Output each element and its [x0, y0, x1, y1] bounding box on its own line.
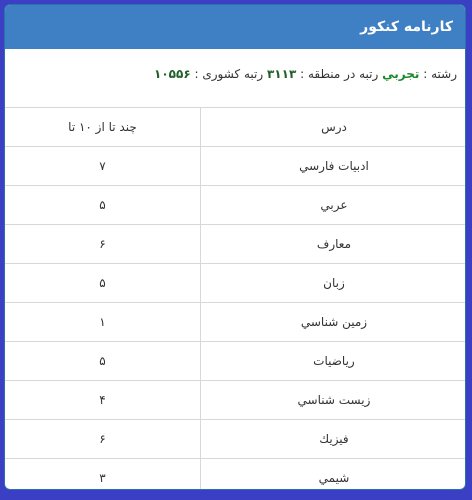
- table-row: [5, 381, 467, 420]
- lesson-cell: فيزيك: [200, 420, 466, 459]
- score-cell: ۵: [5, 342, 201, 381]
- score-cell: ۷: [5, 147, 201, 186]
- table-row: [5, 420, 467, 459]
- country-rank-value: ۱۰۵۵۶: [154, 67, 191, 81]
- score-cell: ۳: [5, 459, 201, 491]
- lesson-cell: شيمي: [200, 459, 466, 491]
- header-lesson: درس: [200, 108, 466, 147]
- score-cell: ۵: [5, 264, 201, 303]
- score-cell: ۶: [5, 420, 201, 459]
- report-card: [4, 4, 466, 490]
- region-rank-label: رتبه در منطقه :: [300, 67, 379, 81]
- score-cell: ۶: [5, 225, 201, 264]
- table-row: [5, 459, 467, 491]
- lesson-cell: زيست شناسي: [200, 381, 466, 420]
- page-title: کارنامه کنکور: [360, 19, 453, 35]
- card-header: [5, 5, 465, 49]
- score-cell: ۵: [5, 186, 201, 225]
- header-score: چند تا از ۱۰ تا: [5, 108, 201, 147]
- table-row: [5, 147, 467, 186]
- field-label: رشته :: [423, 67, 457, 81]
- table-row: [5, 264, 467, 303]
- table-row: [5, 186, 467, 225]
- lesson-cell: ادبيات فارسي: [200, 147, 466, 186]
- country-rank-label: رتبه کشوری :: [194, 67, 264, 81]
- lesson-cell: عربي: [200, 186, 466, 225]
- field-value: تجربي: [382, 67, 420, 81]
- table-row: [5, 342, 467, 381]
- table-row: [5, 303, 467, 342]
- rank-summary: [5, 49, 465, 99]
- lesson-cell: رياضيات: [200, 342, 466, 381]
- scores-table: [4, 107, 466, 490]
- lesson-cell: زمين شناسي: [200, 303, 466, 342]
- table-header-row: [5, 108, 467, 147]
- score-cell: ۴: [5, 381, 201, 420]
- region-rank-value: ۳۱۱۳: [266, 67, 297, 81]
- table-row: [5, 225, 467, 264]
- score-cell: ۱: [5, 303, 201, 342]
- lesson-cell: معارف: [200, 225, 466, 264]
- lesson-cell: زبان: [200, 264, 466, 303]
